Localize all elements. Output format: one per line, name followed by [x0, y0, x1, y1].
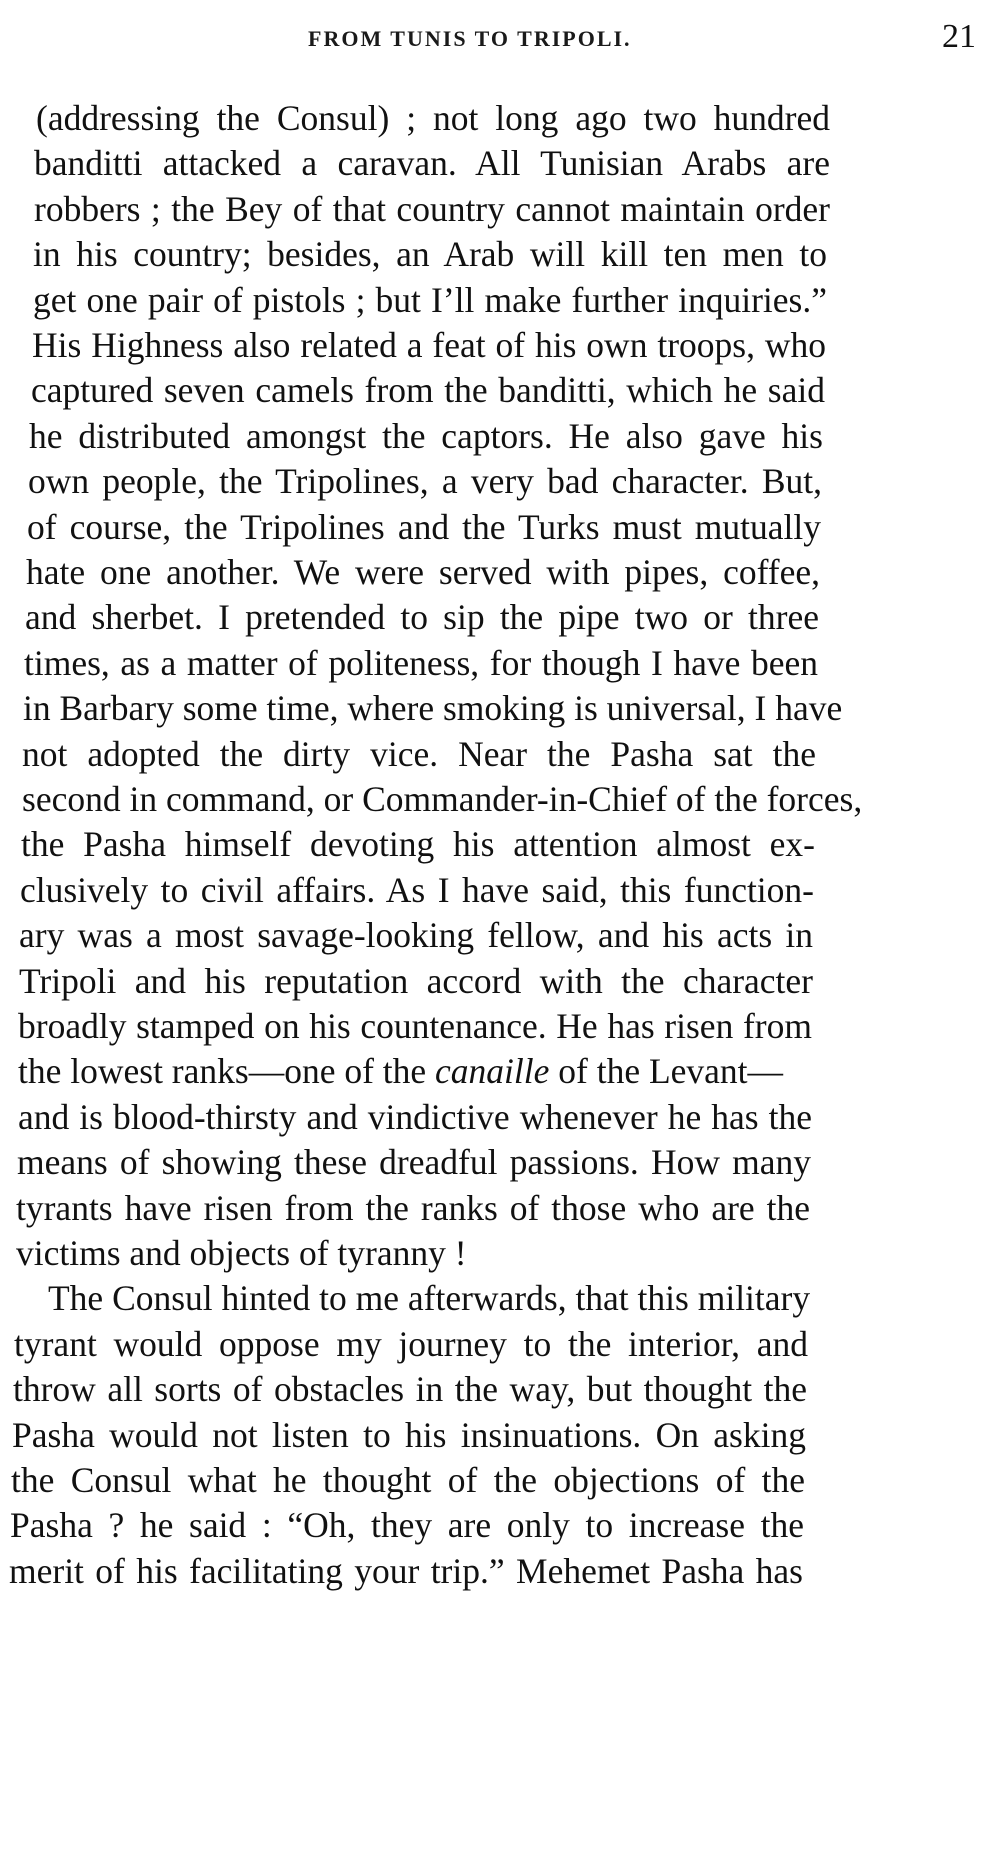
text-line: in his country; besides, an Arab will kill ten men to: [33, 234, 827, 274]
text-segment: the lowest ranks—one of the: [18, 1051, 427, 1091]
text-line: [18, 1045, 812, 1097]
text-line: not adopted the dirty vice. Near the Pasha sat the: [22, 734, 816, 774]
text-segment: of the Levant—: [558, 1051, 784, 1091]
text-line: (addressing the Consul) ; not long ago two hundred: [36, 98, 830, 138]
page-number: 21: [942, 18, 976, 55]
text-line: and sherbet. I pretended to sip the pipe two or three: [25, 597, 819, 637]
text-line: times, as a matter of politeness, for though I have been: [24, 643, 818, 683]
text-line: ary was a most savage-looking fellow, and his acts in: [19, 915, 813, 955]
text-line: victims and objects of tyranny !: [16, 1233, 467, 1273]
text-line: Pasha ? he said : “Oh, they are only to increase the: [10, 1505, 804, 1545]
text-line: tyrant would oppose my journey to the interior, and: [14, 1324, 808, 1364]
text-line: second in command, or Commander-in-Chief of the forces,: [22, 779, 863, 819]
text-line: banditti attacked a caravan. All Tunisian Arabs are: [34, 143, 830, 183]
running-head: [0, 18, 1000, 62]
text-line: broadly stamped on his countenance. He has risen from: [18, 1006, 812, 1046]
text-line: Tripoli and his reputation accord with the character: [19, 961, 813, 1001]
text-line: throw all sorts of obstacles in the way, but thought the: [13, 1369, 807, 1409]
text-line: get one pair of pistols ; but I’ll make further inquiries.”: [33, 280, 827, 320]
text-line: hate one another. We were served with pipes, coffee,: [26, 552, 820, 592]
text-line: the Consul what he thought of the objections of the: [11, 1460, 805, 1500]
text-line: His Highness also related a feat of his own troops, who: [32, 325, 826, 365]
text-line: means of showing these dreadful passions. How many: [17, 1142, 811, 1182]
text-line: Pasha would not listen to his insinuations. On asking: [12, 1415, 806, 1455]
text-line: merit of his facilitating your trip.” Mehemet Pasha has: [9, 1551, 803, 1591]
text-line: and is blood-thirsty and vindictive whenever he has the: [18, 1097, 812, 1137]
text-line: captured seven camels from the banditti, which he said: [31, 370, 825, 410]
text-line: The Consul hinted to me afterwards, that this military: [48, 1278, 811, 1318]
text-line: in Barbary some time, where smoking is universal, I have: [23, 688, 843, 728]
text-line: he distributed amongst the captors. He also gave his: [29, 416, 823, 456]
text-line: clusively to civil affairs. As I have said, this function-: [20, 870, 814, 910]
italic-term: canaille: [435, 1051, 550, 1091]
text-line: own people, the Tripolines, a very bad character. But,: [28, 461, 822, 501]
text-line: of course, the Tripolines and the Turks must mutually: [27, 507, 821, 547]
running-title: FROM TUNIS TO TRIPOLI.: [308, 26, 632, 51]
text-line: robbers ; the Bey of that country cannot maintain order: [34, 189, 830, 229]
text-line: tyrants have risen from the ranks of those who are the: [16, 1188, 810, 1228]
text-line: the Pasha himself devoting his attention almost ex-: [21, 824, 815, 864]
